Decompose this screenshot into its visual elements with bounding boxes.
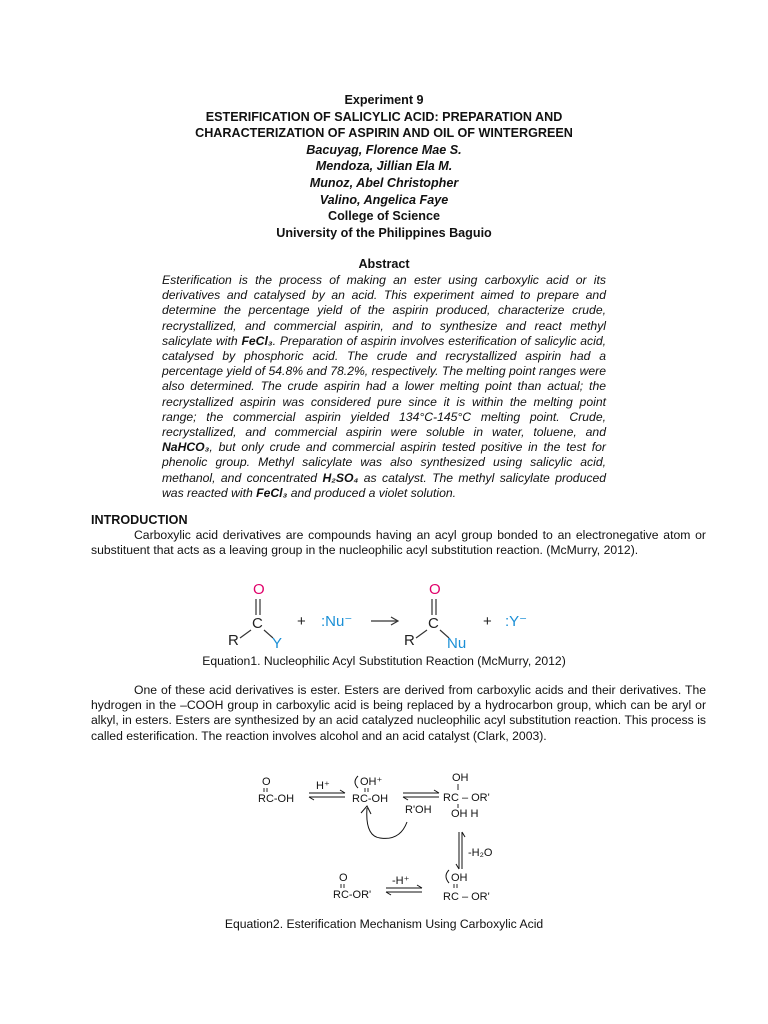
abstract-text-b: . Preparation of aspirin involves esterification of salicylic acid, catalysed by phosphoric acid. The crude and recrystallized aspirin had a percentage yield of 54.8% and 78.2%, respectively. The melting point ranges were also determined. The crude aspirin had a lower melting point than actual; the recrystallized aspirin was considered pure since it is within the melting point range; the commercial aspirin yielded 134°C-145°C melting point. Crude, recrystallized, and commercial aspirin were soluble in water, toluene, and [162,333,606,440]
abstract-title: Abstract [358,257,410,271]
university: University of the Philippines Baguio [276,225,492,240]
equation-2-figure [255,766,525,911]
author-3: Munoz, Abel Christopher [309,175,459,190]
abstract-nahco3: NaHCO₃ [162,440,210,455]
abstract-text-c: , but only crude and commercial aspirin tested positive in the test for phenolic group. Methyl salicylate was also synthesized using salicylic acid, methanol, and concentrated [162,440,606,485]
abstract-body [162,273,606,501]
eq2-carboxylic-acid: RC-OH [258,793,295,805]
eq2-h-plus: H⁺ [316,780,330,792]
equation-2-caption: Equation2. Esterification Mechanism Using Carboxylic Acid [224,917,544,931]
author-4: Valino, Angelica Faye [319,192,449,207]
abstract-text-e: and produced a violet solution. [287,485,457,500]
intro-paragraph-2: One of these acid derivatives is ester. Esters are derived from carboxylic acids and their derivatives. The hydrogen in the –COOH group in carboxylic acid is being replaced by a hydrocarbon group, which can be aryl or alkyl, in esters. Esters are synthesized by an acid catalyzed nucleophilic acyl substitution reaction. This process is called esterification. The reaction involves alcohol and an acid catalyst (Clark, 2003). [91,683,706,743]
paper-header [0,92,768,241]
abstract-fecl3-b: FeCl₃ [256,485,288,500]
eq2-ester-oxygen: O [339,872,348,884]
eq1-leaving-group: :Y⁻ [505,613,528,630]
intro-paragraph-1: Carboxylic acid derivatives are compounds having an acyl group bonded to an electronegative atom or substituent that acts as a leaving group in the nucleophilic acyl substitution reaction. (McMurry, 2012). [91,528,706,558]
abstract-paragraph [162,273,606,501]
eq1-plus-2: + [483,613,492,630]
intro-paragraph-1-block [91,528,706,558]
eq2-minus-water: -H₂O [468,847,493,859]
experiment-number: Experiment 9 [344,93,424,107]
equation-1-caption: Equation1. Nucleophilic Acyl Substitution Reaction (McMurry, 2012) [202,654,566,668]
eq2-protonated-oh: OH⁺ [360,776,383,788]
eq1-r-1: R [228,632,239,649]
eq2-carbonyl-oxygen: O [262,776,271,788]
eq1-r-2: R [404,632,415,649]
abstract-fecl3: FeCl₃ [241,333,273,348]
title-line-2: CHARACTERIZATION OF ASPIRIN AND OIL OF WINTERGREEN [195,126,573,141]
eq2-intermediate-oh: OH [452,772,469,784]
eq2-protonated-acid: RC-OH [352,793,389,805]
eq1-plus-1: + [297,613,306,630]
eq1-oxygen-2: O [429,581,441,598]
eq1-oxygen-1: O [253,581,265,598]
title-line-1: ESTERIFICATION OF SALICYLIC ACID: PREPARATION AND [205,109,563,124]
abstract-text-d: as catalyst. The methyl salicylate produced was reacted with [162,470,607,500]
abstract-h2so4: H₂SO₄ [322,470,359,485]
introduction-heading: INTRODUCTION [91,513,188,527]
eq2-intermediate: RC – OR' [443,792,490,804]
eq1-carbon-1: C [252,615,263,632]
eq2-intermediate-oh-h: OH H [451,808,479,820]
eq2-minus-h-plus: -H⁺ [392,875,410,887]
eq1-y-1: Y [272,635,283,652]
intro-paragraph-2-block [91,683,706,744]
eq2-ester: RC-OR' [333,889,372,901]
author-1: Bacuyag, Florence Mae S. [306,142,462,157]
equation-1-figure [225,580,545,652]
college: College of Science [328,209,440,224]
eq2-alcohol: R'OH [405,804,432,816]
abstract-text-a: Esterification is the process of making an ester using carboxylic acid or its derivatives and catalysed by an acid. This experiment aimed to prepare and determine the percentage yield of the aspirin produced, characterize crude, recrystallized, and commercial aspirin, and to synthesize and react methyl salicylate with [162,273,606,348]
eq1-nu-product: Nu [447,635,467,652]
author-2: Mendoza, Jillian Ela M. [315,159,453,174]
eq2-final-ester: RC – OR' [443,891,490,903]
eq1-carbon-2: C [428,615,439,632]
eq1-nucleophile: :Nu⁻ [321,613,353,630]
eq2-final-oh: OH [451,872,468,884]
